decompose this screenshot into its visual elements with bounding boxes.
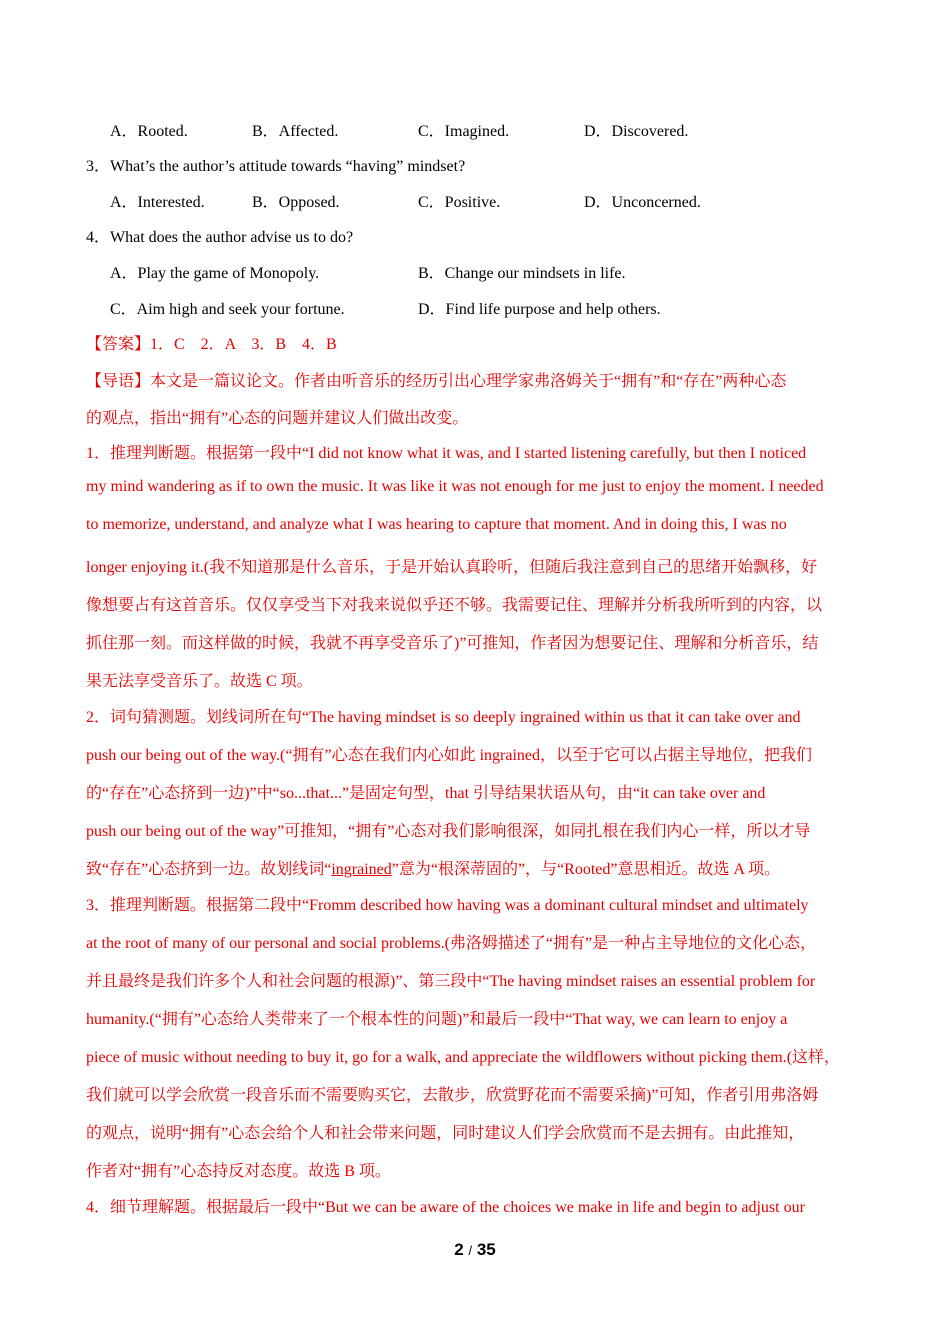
exp2-line: 的“存在”心态挤到一边)”中“so...that...”是固定句型，that 引导结果状语从句，由“it can take over and bbox=[86, 785, 766, 802]
exp2-line: push our being out of the way.(“拥有”心态在我们内心如此 ingrained，以至于它可以占据主导地位，把我们 bbox=[86, 747, 812, 764]
exp1-line: longer enjoying it.(我不知道那是什么音乐，于是开始认真聆听，但随后我注意到自己的思绪开始飘移，好 bbox=[86, 559, 818, 576]
q2-option-d: D．Discovered. bbox=[584, 123, 689, 140]
exp2-last-post: ”意为“根深蒂固的”，与“Rooted”意思相近。故选 A 项。 bbox=[391, 861, 781, 878]
q2-option-a: A．Rooted. bbox=[110, 123, 188, 140]
exp1-line: 果无法享受音乐了。故选 C 项。 bbox=[86, 673, 313, 690]
page-number bbox=[0, 1240, 950, 1260]
intro-line: 的观点，指出“拥有”心态的问题并建议人们做出改变。 bbox=[86, 410, 469, 427]
q4-option-c: C．Aim high and seek your fortune. bbox=[110, 301, 345, 318]
q4-option-a: A．Play the game of Monopoly. bbox=[110, 265, 320, 282]
exp1-line: my mind wandering as if to own the music. It was like it was not enough for me just to enjoy the moment. I needed bbox=[86, 478, 824, 495]
exp4-line: 4．细节理解题。根据最后一段中“But we can be aware of the choices we make in life and begin to adjust our bbox=[86, 1199, 805, 1216]
q2-option-b: B．Affected. bbox=[252, 123, 339, 140]
intro-line: 【导语】本文是一篇议论文。作者由听音乐的经历引出心理学家弗洛姆关于“拥有”和“存在”两种心态 bbox=[86, 373, 787, 390]
exp2-line: 2．词句猜测题。划线词所在句“The having mindset is so deeply ingrained within us that it can take over and bbox=[86, 709, 801, 726]
q3-option-b: B．Opposed. bbox=[252, 194, 340, 211]
q3-option-d: D．Unconcerned. bbox=[584, 194, 701, 211]
exp3-line: 我们就可以学会欣赏一段音乐而不需要购买它，去散步，欣赏野花而不需要采摘)”可知，作者引用弗洛姆 bbox=[86, 1087, 819, 1104]
answer-line: 【答案】1．C 2．A 3．B 4．B bbox=[86, 336, 337, 353]
q3-option-a: A．Interested. bbox=[110, 194, 205, 211]
q3-option-c: C．Positive. bbox=[418, 194, 501, 211]
exp2-last-pre: 致“存在”心态挤到一边。故划线词“ bbox=[86, 861, 332, 878]
exp3-line: 并且最终是我们许多个人和社会问题的根源)”、第三段中“The having mindset raises an essential problem for bbox=[86, 973, 816, 990]
exp3-line: 的观点，说明“拥有”心态会给个人和社会带来问题，同时建议人们学会欣赏而不是去拥有。由此推知， bbox=[86, 1125, 805, 1142]
exp1-line: 1．推理判断题。根据第一段中“I did not know what it was, and I started listening carefully, but then I noticed bbox=[86, 445, 807, 462]
exp2-line: push our being out of the way”可推知，“拥有”心态对我们影响很深，如同扎根在我们内心一样，所以才导 bbox=[86, 823, 811, 840]
exp3-line: at the root of many of our personal and social problems.(弗洛姆描述了“拥有”是一种占主导地位的文化心态， bbox=[86, 935, 817, 952]
exp1-line: to memorize, understand, and analyze what I was hearing to capture that moment. And in doing this, I was no bbox=[86, 516, 787, 533]
underlined-word: ingrained bbox=[331, 861, 392, 878]
page-separator: / bbox=[468, 1243, 473, 1258]
q4-option-d: D．Find life purpose and help others. bbox=[418, 301, 661, 318]
exp2-last-line bbox=[86, 856, 780, 879]
page-current: 2 bbox=[454, 1240, 464, 1259]
exp3-line: 3．推理判断题。根据第二段中“Fromm described how having was a dominant cultural mindset and ultimately bbox=[86, 897, 809, 914]
q4-stem: 4．What does the author advise us to do? bbox=[86, 229, 354, 246]
exp3-line: piece of music without needing to buy it, go for a walk, and appreciate the wildflowers without picking them.(这样， bbox=[86, 1049, 841, 1066]
q4-option-b: B．Change our mindsets in life. bbox=[418, 265, 626, 282]
exp1-line: 像想要占有这首音乐。仅仅享受当下对我来说似乎还不够。我需要记住、理解并分析我所听到的内容，以 bbox=[86, 597, 823, 614]
q3-stem: 3．What’s the author’s attitude towards “having” mindset? bbox=[86, 158, 466, 175]
q2-option-c: C．Imagined. bbox=[418, 123, 510, 140]
exp3-line: humanity.(“拥有”心态给人类带来了一个根本性的问题)”和最后一段中“That way, we can learn to enjoy a bbox=[86, 1011, 788, 1028]
page-total: 35 bbox=[476, 1240, 496, 1259]
exp1-line: 抓住那一刻。而这样做的时候，我就不再享受音乐了)”可推知，作者因为想要记住、理解和分析音乐，结 bbox=[86, 635, 819, 652]
exp3-line: 作者对“拥有”心态持反对态度。故选 B 项。 bbox=[86, 1163, 391, 1180]
